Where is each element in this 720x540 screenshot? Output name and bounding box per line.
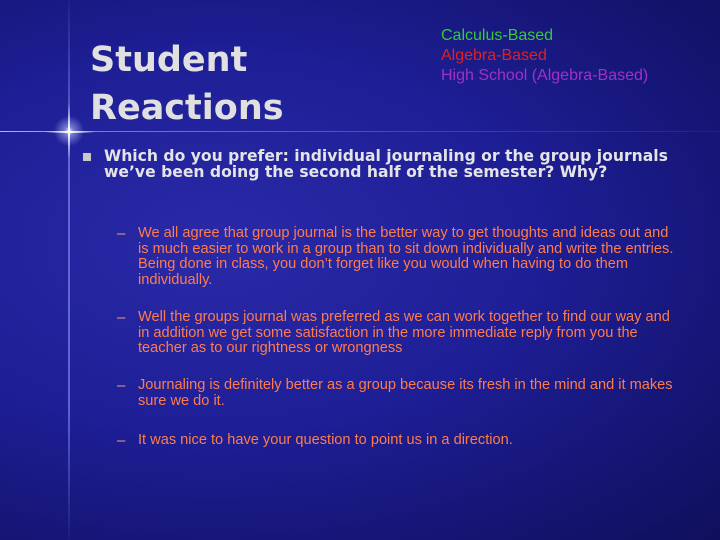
answer-text-1: We all agree that group journal is the better way to get thoughts and ideas out and is much easier to work in a group than to sit down individually and write the entries. Being done in class, you don’t forget like you would when having to do them individually. — [138, 225, 674, 288]
answer-text-3: Journaling is definitely better as a group because its fresh in the mind and it makes sure we do it. — [138, 377, 673, 409]
legend-high-school: High School (Algebra-Based) — [441, 67, 649, 84]
legend-algebra-based: Algebra-Based — [441, 47, 547, 64]
question-text: Which do you prefer: individual journaling or the group journals we’ve been doing the second half of the semester? Why? — [104, 147, 668, 181]
answer-dash: – — [117, 377, 126, 394]
answer-dash: – — [117, 309, 126, 326]
slide-title — [90, 36, 284, 132]
legend-calculus-based: Calculus-Based — [441, 27, 554, 44]
answer-dash: – — [117, 432, 126, 449]
vertical-accent-line — [68, 0, 70, 540]
answer-text-4: It was nice to have your question to point us in a direction. — [138, 432, 513, 448]
course-legend — [441, 26, 648, 86]
answer-text-2: Well the groups journal was preferred as we can work together to find our way and in addition we get some satisfaction in the more immediate reply from you the teacher as to our rightness or wrongness — [138, 309, 670, 356]
answer-dash: – — [117, 225, 126, 242]
slide-title-line-2: Reactions — [90, 88, 284, 128]
sparkle-ray-horizontal — [45, 131, 95, 133]
slide-title-line-1: Student — [90, 40, 248, 80]
square-bullet-icon — [83, 153, 91, 161]
